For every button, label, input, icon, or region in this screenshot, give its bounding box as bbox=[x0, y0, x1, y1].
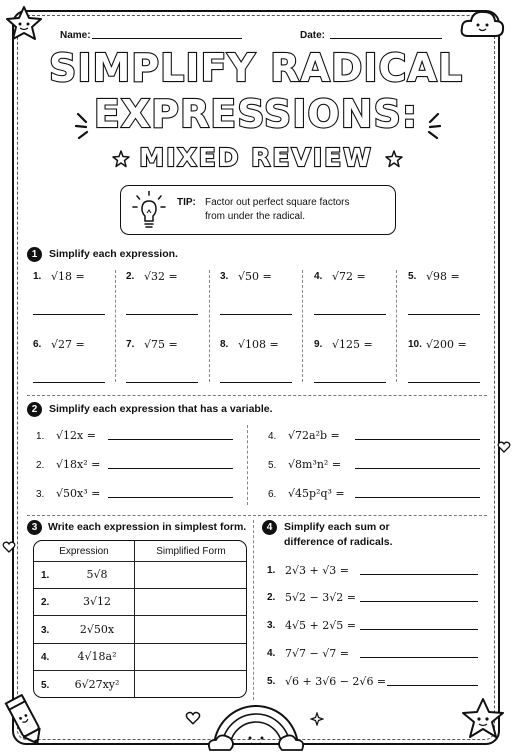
column-divider bbox=[115, 270, 116, 382]
problem-expression: √8m³n² = bbox=[288, 458, 342, 471]
simplified-form-cell[interactable] bbox=[135, 589, 247, 616]
problem-number: 4. bbox=[268, 431, 277, 442]
problem-expression: 2√3 + √3 = bbox=[285, 564, 349, 577]
answer-line[interactable] bbox=[314, 314, 386, 315]
problem-number: 1. bbox=[36, 431, 45, 442]
row-expression: 4√18a² bbox=[77, 650, 117, 664]
answer-line[interactable] bbox=[126, 382, 198, 383]
problem-expression: √72 = bbox=[332, 270, 366, 283]
answer-line[interactable] bbox=[220, 314, 292, 315]
problem-number: 1. bbox=[267, 565, 276, 576]
heart-icon bbox=[497, 440, 511, 454]
problem-number: 2. bbox=[36, 460, 45, 471]
answer-line[interactable] bbox=[387, 685, 478, 686]
table-row bbox=[34, 562, 247, 589]
answer-line[interactable] bbox=[355, 439, 480, 440]
table-row bbox=[34, 617, 247, 644]
problem-expression: √27 = bbox=[51, 338, 85, 351]
page-title-line2: EXPRESSIONS: bbox=[93, 92, 419, 136]
problem-expression: √125 = bbox=[332, 338, 373, 351]
heart-icon bbox=[2, 540, 16, 554]
problem-expression: 4√5 + 2√5 = bbox=[285, 619, 356, 632]
page-subtitle: MIXED REVIEW bbox=[139, 143, 373, 172]
problem-number: 4. bbox=[314, 271, 323, 282]
simplified-form-cell[interactable] bbox=[135, 644, 247, 671]
problem-expression: √18 = bbox=[51, 270, 85, 283]
star-icon bbox=[385, 150, 403, 168]
column-divider bbox=[396, 270, 397, 382]
row-number: 3. bbox=[41, 624, 50, 636]
cloud-face-icon bbox=[458, 6, 506, 44]
section-1-number: 1 bbox=[27, 247, 42, 262]
row-expression: 3√12 bbox=[82, 595, 111, 609]
problem-expression: √75 = bbox=[144, 338, 178, 351]
simplify-table bbox=[33, 540, 247, 698]
star-icon bbox=[112, 150, 130, 168]
section-1-title: Simplify each expression. bbox=[49, 248, 178, 260]
problem-number: 4. bbox=[267, 648, 276, 659]
problem-number: 3. bbox=[267, 620, 276, 631]
problem-expression: √98 = bbox=[426, 270, 460, 283]
problem-number: 5. bbox=[268, 460, 277, 471]
problem-expression: √6 + 3√6 − 2√6 = bbox=[285, 675, 387, 688]
problem-number: 5. bbox=[408, 271, 417, 282]
answer-line[interactable] bbox=[33, 314, 105, 315]
lightbulb-icon bbox=[131, 191, 167, 231]
answer-line[interactable] bbox=[360, 574, 478, 575]
answer-line[interactable] bbox=[108, 468, 233, 469]
answer-line[interactable] bbox=[408, 314, 480, 315]
row-number: 1. bbox=[41, 570, 50, 581]
date-label: Date: bbox=[300, 30, 326, 41]
problem-number: 9. bbox=[314, 339, 323, 350]
name-label: Name: bbox=[60, 30, 91, 41]
problem-number: 1. bbox=[33, 271, 42, 282]
column-header-expression: Expression bbox=[59, 546, 109, 557]
row-number: 2. bbox=[41, 597, 50, 609]
date-field[interactable] bbox=[330, 38, 442, 39]
name-field[interactable] bbox=[92, 38, 242, 39]
problem-expression: 7√7 − √7 = bbox=[285, 647, 349, 660]
star-face-icon bbox=[4, 4, 44, 44]
problem-number: 5. bbox=[267, 676, 276, 687]
answer-line[interactable] bbox=[314, 382, 386, 383]
section-2-number: 2 bbox=[27, 402, 42, 417]
problem-number: 6. bbox=[268, 489, 277, 500]
problem-expression: √72a²b = bbox=[288, 429, 340, 442]
column-divider bbox=[253, 520, 254, 700]
table-row bbox=[34, 644, 247, 671]
row-expression: 2√50x bbox=[79, 622, 115, 636]
section-2-title: Simplify each expression that has a variable. bbox=[49, 403, 273, 415]
burst-lines-icon bbox=[74, 110, 100, 140]
pencil-face-icon bbox=[4, 690, 48, 750]
heart-icon bbox=[185, 710, 201, 726]
column-header-simplified: Simplified Form bbox=[156, 546, 226, 557]
answer-line[interactable] bbox=[360, 629, 478, 630]
problem-number: 2. bbox=[267, 592, 276, 603]
section-divider bbox=[27, 515, 487, 516]
answer-line[interactable] bbox=[355, 468, 480, 469]
problem-expression: √200 = bbox=[426, 338, 467, 351]
column-divider bbox=[247, 425, 248, 505]
answer-line[interactable] bbox=[360, 657, 478, 658]
section-divider bbox=[27, 395, 487, 396]
row-number: 5. bbox=[41, 679, 50, 691]
problem-number: 3. bbox=[220, 271, 229, 282]
section-4-title-line1: Simplify each sum or bbox=[284, 521, 390, 533]
problem-expression: √45p²q³ = bbox=[288, 487, 345, 500]
answer-line[interactable] bbox=[408, 382, 480, 383]
tip-text-line1: Factor out perfect square factors bbox=[205, 197, 350, 208]
simplified-form-cell[interactable] bbox=[135, 672, 247, 698]
burst-lines-icon bbox=[416, 110, 442, 140]
star-face-icon bbox=[460, 696, 506, 742]
page-title-line1: SIMPLIFY RADICAL bbox=[48, 46, 464, 90]
problem-number: 7. bbox=[126, 339, 135, 350]
table-row bbox=[34, 672, 247, 698]
problem-number: 10. bbox=[408, 339, 422, 350]
tip-label: TIP: bbox=[177, 197, 196, 208]
sparkle-icon bbox=[310, 712, 324, 726]
answer-line[interactable] bbox=[108, 439, 233, 440]
problem-number: 2. bbox=[126, 271, 135, 282]
problem-expression: √50 = bbox=[238, 270, 272, 283]
row-number: 4. bbox=[41, 652, 50, 664]
problem-expression: √12x = bbox=[56, 429, 96, 442]
problem-expression: √50x³ = bbox=[56, 487, 101, 500]
table-row bbox=[34, 589, 247, 616]
section-4-number: 4 bbox=[262, 520, 277, 535]
column-divider bbox=[209, 270, 210, 382]
column-divider bbox=[302, 270, 303, 382]
answer-line[interactable] bbox=[360, 601, 478, 602]
answer-line[interactable] bbox=[33, 382, 105, 383]
answer-line[interactable] bbox=[220, 382, 292, 383]
row-expression: 6√27xy² bbox=[74, 677, 120, 691]
row-expression: 5√8 bbox=[86, 568, 108, 581]
problem-expression: √18x² = bbox=[56, 458, 101, 471]
problem-number: 6. bbox=[33, 339, 42, 350]
section-3-title: Write each expression in simplest form. bbox=[48, 521, 247, 533]
problem-number: 3. bbox=[36, 489, 45, 500]
problem-expression: √108 = bbox=[238, 338, 279, 351]
section-4-title-line2: difference of radicals. bbox=[284, 536, 393, 548]
simplified-form-cell[interactable] bbox=[135, 562, 247, 589]
answer-line[interactable] bbox=[126, 314, 198, 315]
problem-expression: √32 = bbox=[144, 270, 178, 283]
answer-line[interactable] bbox=[355, 497, 480, 498]
problem-expression: 5√2 − 3√2 = bbox=[285, 591, 356, 604]
tip-text-line2: from under the radical. bbox=[205, 211, 306, 222]
problem-number: 8. bbox=[220, 339, 229, 350]
simplified-form-cell[interactable] bbox=[135, 617, 247, 644]
table-header-row bbox=[34, 541, 247, 562]
rainbow-face-icon bbox=[206, 698, 306, 753]
section-3-number: 3 bbox=[27, 520, 42, 535]
answer-line[interactable] bbox=[108, 497, 233, 498]
tip-box bbox=[120, 185, 396, 235]
